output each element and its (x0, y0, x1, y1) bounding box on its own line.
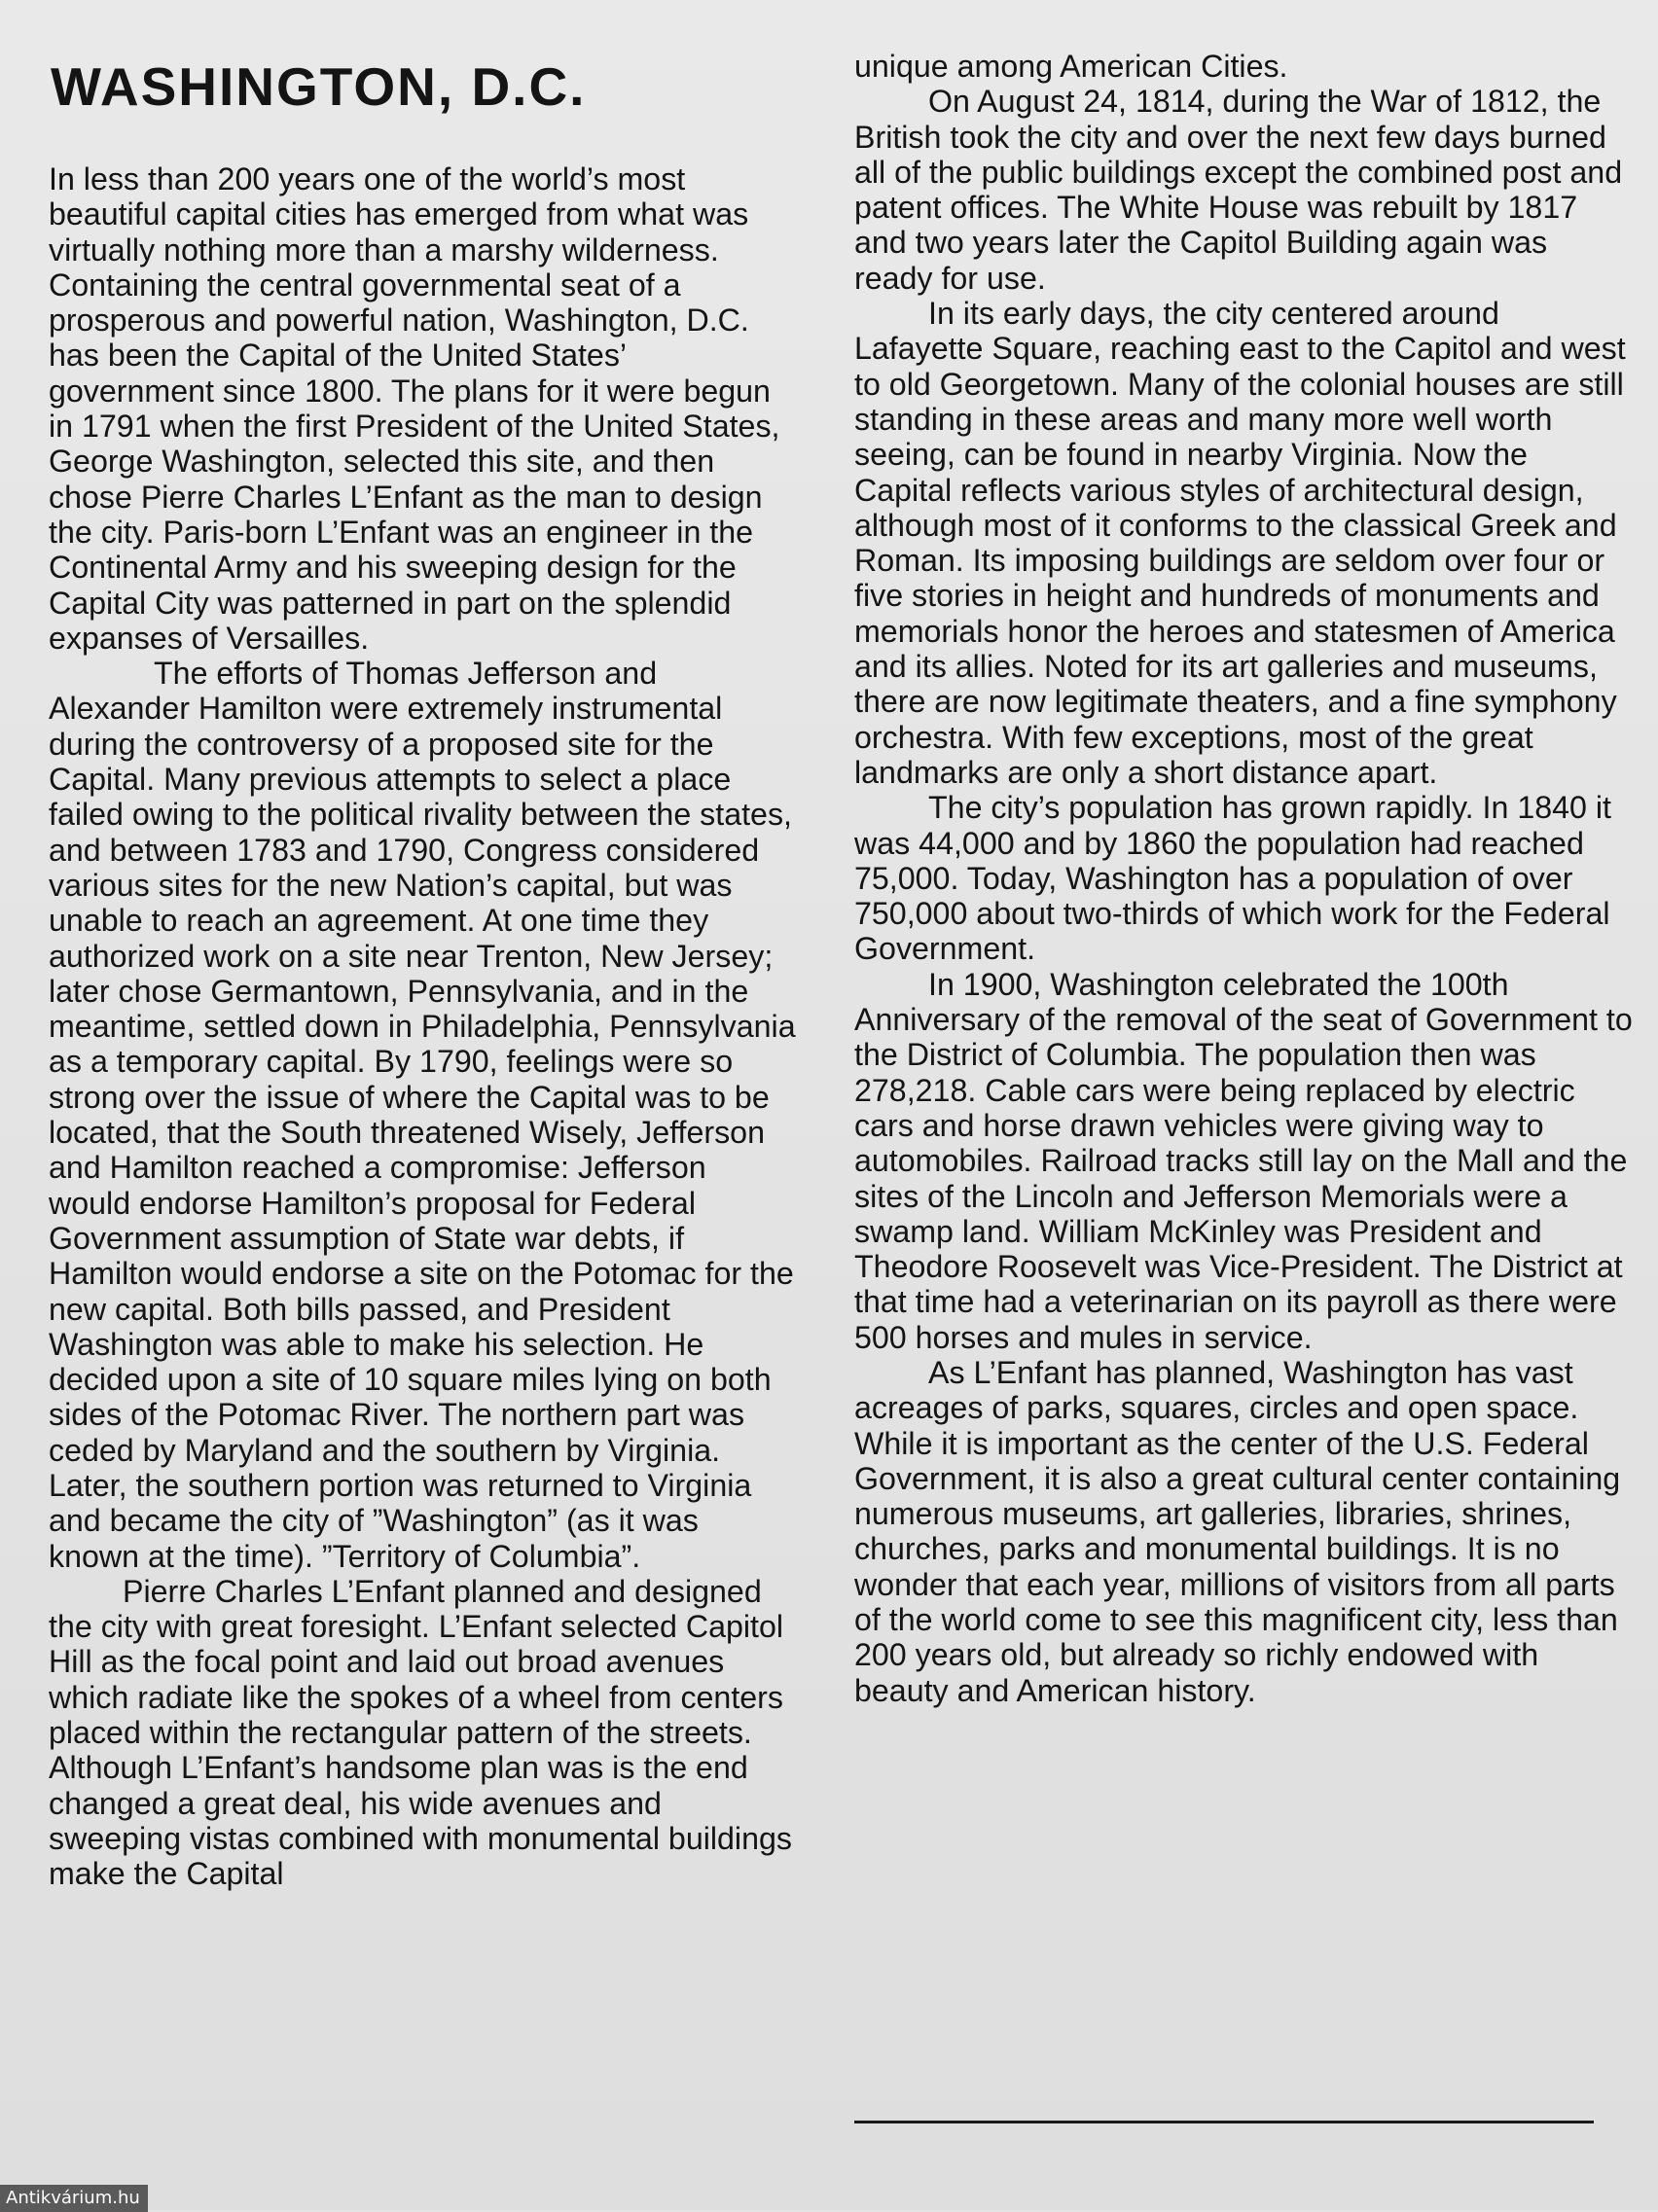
paragraph-population: The city’s population has grown rapidly. In 1840 it was 44,000 and by 1860 the population had reached 75,000. Today, Washington has a population of over 750,000 about two-thirds of which work for the Federal Government. (854, 790, 1611, 967)
paragraph-intro: In less than 200 years one of the world’s most beautiful capital cities has emerged from what was virtually nothing more than a marshy wilderness. Containing the central governmental seat of a prosperous and powerful nation, Washington, D.C. has been the Capital of the United States’ government since 1800. The plans for it were begun in 1791 when the first President of the United States, George Washington, selected this site, and then chose Pierre Charles L’Enfant as the man to design the city. Paris-born L’Enfant was an engineer in the Continental Army and his sweeping design for the Capital City was patterned in part on the splendid expanses of Versailles. (49, 161, 780, 656)
page-title: WASHINGTON, D.C. (51, 56, 587, 117)
watermark-label: Antikvárium.hu (0, 2185, 148, 2212)
right-column (854, 49, 1633, 1708)
paragraph-site-controversy: The efforts of Thomas Jefferson and Alexander Hamilton were extremely instrumental during the controversy of a proposed site for the Capital. Many previous attempts to select a place failed owing to the political rivality between the states, and between 1783 and 1790, Congress considered various sites for the new Nation’s capital, but was unable to reach an agreement. At one time they authorized work on a site near Trenton, New Jersey; later chose Germantown, Pennsylvania, and in the meantime, settled down in Philadelphia, Pennsylvania as a temporary capital. By 1790, feelings were so strong over the issue of where the Capital was to be located, that the South threatened Wisely, Jefferson and Hamilton reached a compromise: Jefferson would endorse Hamilton’s proposal for Federal Government assumption of State war debts, if Hamilton would endorse a site on the Potomac for the new capital. Both bills passed, and President Washington was able to make his selection. He decided upon a site of 10 square miles lying on both sides of the Potomac River. The northern part was ceded by Maryland and the southern by Virginia. Later, the southern portion was returned to Virginia and became the city of ”Washington” (as it was known at the time). ”Territory of Columbia”. (49, 656, 796, 1574)
paragraph-1900-anniversary: In 1900, Washington celebrated the 100th Anniversary of the removal of the seat of Government to the District of Columbia. The population then was 278,218. Cable cars were being replaced by electric cars and horse drawn vehicles were giving way to automobiles. Railroad tracks still lay on the Mall and the sites of the Lincoln and Jefferson Memorials were a swamp land. William McKinley was President and Theodore Roosevelt was Vice-President. The District at that time had a veterinarian on its payroll as there were 500 horses and mules in service. (854, 966, 1633, 1355)
left-column (49, 161, 796, 1892)
paragraph-war-of-1812: On August 24, 1814, during the War of 1812, the British took the city and over the next few days burned all of the public buildings except the combined post and patent offices. The White House was rebuilt by 1817 and two years later the Capitol Building again was ready for use. (854, 84, 1623, 296)
paragraph-continuation: unique among American Cities. (854, 49, 1288, 84)
paragraph-lenfant-plan: Pierre Charles L’Enfant planned and designed the city with great foresight. L’Enfant selected Capitol Hill as the focal point and laid out broad avenues which radiate like the spokes of a wheel from centers placed within the rectangular pattern of the streets. Although L’Enfant’s handsome plan was is the end changed a great deal, his wide avenues and sweeping vistas combined with monumental buildings make the Capital (49, 1573, 792, 1892)
paragraph-cultural-center: As L’Enfant has planned, Washington has vast acreages of parks, squares, circles and open space. While it is important as the center of the U.S. Federal Government, it is also a great cultural center containing numerous museums, art galleries, libraries, shrines, churches, parks and monumental buildings. It is no wonder that each year, millions of visitors from all parts of the world come to see this magnificent city, less than 200 years old, but already so richly endowed with beauty and American history. (854, 1354, 1621, 1708)
horizontal-rule (854, 2121, 1594, 2123)
paragraph-early-days: In its early days, the city centered around Lafayette Square, reaching east to the Capitol and west to old Georgetown. Many of the colonial houses are still standing in these areas and many more well worth seeing, can be found in nearby Virginia. Now the Capital reflects various styles of architectural design, although most of it conforms to the classical Greek and Roman. Its imposing buildings are seldom over four or five stories in height and hundreds of monuments and memorials honor the heroes and statesmen of America and its allies. Noted for its art galleries and museums, there are now legitimate theaters, and a fine symphony orchestra. With few exceptions, most of the great landmarks are only a short distance apart. (854, 296, 1626, 790)
